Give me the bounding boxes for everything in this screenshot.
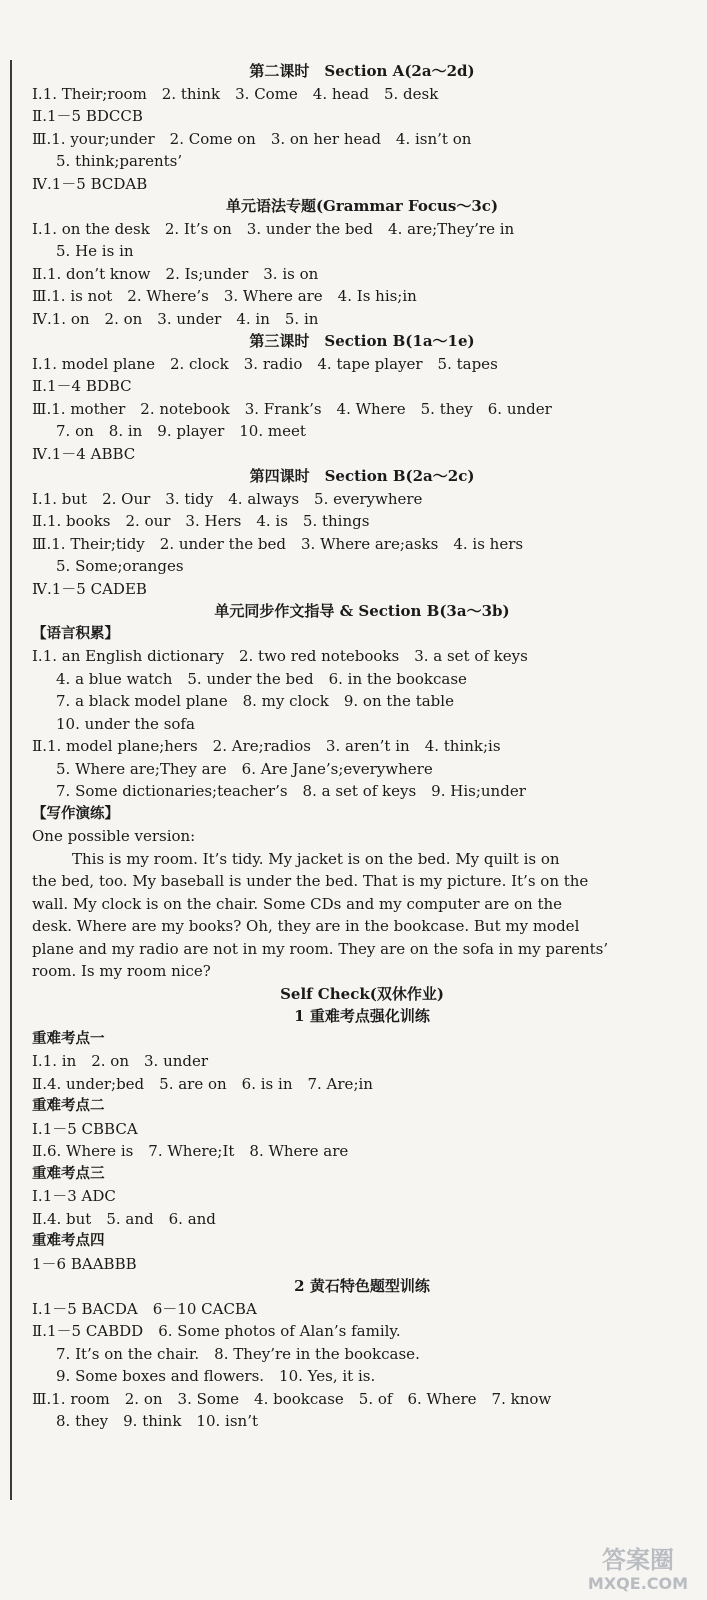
section-heading: Self Check(双休作业) [280, 984, 444, 1003]
answer-line: Ⅲ.1. your;under 2. Come on 3. on her head 4. isn’t on [32, 129, 472, 148]
answer-line: 7. on 8. in 9. player 10. meet [56, 422, 306, 440]
answer-line: 1－6 BAABBB [32, 1254, 137, 1273]
watermark-bottom-text: MXQE.COM [587, 1574, 689, 1593]
answer-line: 5. He is in [56, 242, 134, 260]
answer-line: 10. under the sofa [56, 714, 195, 733]
section-heading: 2 黄石特色题型训练 [294, 1277, 430, 1295]
answer-line: Ⅰ.1. in 2. on 3. under [32, 1052, 209, 1070]
margin-rule [10, 60, 12, 1500]
answer-line: Ⅱ.6. Where is 7. Where;It 8. Where are [32, 1142, 349, 1160]
section-heading: 1 重难考点强化训练 [294, 1007, 430, 1025]
answer-line: 9. Some boxes and flowers. 10. Yes, it is. [56, 1367, 376, 1385]
answer-line: Ⅳ.1－5 CADEB [32, 579, 147, 598]
answer-line: 7. It’s on the chair. 8. They’re in the bookcase. [56, 1344, 420, 1363]
answer-line: Ⅱ.1. books 2. our 3. Hers 4. is 5. things [32, 512, 370, 530]
subsection-label: 【写作演练】 [32, 805, 119, 822]
answer-line: 4. a blue watch 5. under the bed 6. in the bookcase [56, 669, 467, 688]
answer-line: wall. My clock is on the chair. Some CDs and my computer are on the [32, 894, 563, 913]
answer-line: One possible version: [32, 827, 196, 845]
answer-line: Ⅰ.1－5 BACDA 6－10 CACBA [32, 1299, 257, 1318]
answer-line: Ⅰ.1. an English dictionary 2. two red notebooks 3. a set of keys [32, 647, 528, 665]
answer-line: Ⅰ.1. model plane 2. clock 3. radio 4. tape player 5. tapes [32, 354, 498, 373]
section-heading: 第四课时 Section B(2a～2c) [249, 467, 475, 485]
subsection-label: 【语言积累】 [32, 625, 119, 642]
answer-line: Ⅱ.1－5 CABDD 6. Some photos of Alan’s family. [32, 1322, 401, 1340]
answer-line: Ⅱ.4. under;bed 5. are on 6. is in 7. Are;in [32, 1074, 373, 1093]
section-heading: 单元同步作文指导 & Section B(3a～3b) [214, 602, 510, 620]
answer-line: Ⅲ.1. is not 2. Where’s 3. Where are 4. Is his;in [32, 287, 417, 305]
section-heading: 第二课时 Section A(2a～2d) [249, 62, 475, 80]
answer-line: Ⅲ.1. mother 2. notebook 3. Frank’s 4. Where 5. they 6. under [32, 399, 552, 418]
subsection-label: 重难考点二 [32, 1098, 105, 1114]
subsection-label: 重难考点一 [32, 1030, 105, 1047]
answer-line: the bed, too. My baseball is under the bed. That is my picture. It’s on the [32, 872, 589, 890]
watermark-top-text: 答案圈 [602, 1546, 674, 1574]
answer-line: Ⅳ.1. on 2. on 3. under 4. in 5. in [32, 309, 319, 328]
answer-line: Ⅱ.1－4 BDBC [32, 377, 132, 395]
answer-line: plane and my radio are not in my room. They are on the sofa in my parents’ [32, 939, 609, 958]
answer-line: 5. think;parents’ [56, 152, 183, 170]
watermark-logo [577, 1542, 699, 1594]
answer-line: 8. they 9. think 10. isn’t [56, 1412, 259, 1430]
answer-line: Ⅰ.1. Their;room 2. think 3. Come 4. head 5. desk [32, 84, 439, 103]
answer-line: Ⅲ.1. Their;tidy 2. under the bed 3. Where are;asks 4. is hers [32, 534, 524, 553]
subsection-label: 重难考点四 [32, 1233, 105, 1249]
answer-line: 7. a black model plane 8. my clock 9. on the table [56, 692, 454, 710]
answer-line: Ⅱ.4. but 5. and 6. and [32, 1209, 216, 1228]
answer-line: Ⅲ.1. room 2. on 3. Some 4. bookcase 5. of 6. Where 7. know [32, 1389, 552, 1408]
answer-line: Ⅰ.1. but 2. Our 3. tidy 4. always 5. everywhere [32, 489, 423, 508]
answer-line: This is my room. It’s tidy. My jacket is on the bed. My quilt is on [72, 849, 560, 868]
answer-line: 7. Some dictionaries;teacher’s 8. a set of keys 9. His;under [56, 782, 526, 800]
answer-line: Ⅳ.1－5 BCDAB [32, 174, 148, 193]
answer-line: Ⅳ.1－4 ABBC [32, 444, 136, 463]
answer-line: Ⅱ.1－5 BDCCB [32, 107, 143, 125]
answer-line: Ⅱ.1. model plane;hers 2. Are;radios 3. aren’t in 4. think;is [32, 737, 501, 755]
answer-line: Ⅱ.1. don’t know 2. Is;under 3. is on [32, 264, 319, 283]
section-heading: 第三课时 Section B(1a～1e) [249, 332, 475, 350]
answer-line: room. Is my room nice? [32, 962, 211, 980]
answer-line: Ⅰ.1. on the desk 2. It’s on 3. under the bed 4. are;They’re in [32, 219, 515, 238]
answer-line: 5. Where are;They are 6. Are Jane’s;everywhere [56, 759, 433, 778]
subsection-label: 重难考点三 [32, 1165, 105, 1182]
section-heading: 单元语法专题(Grammar Focus～3c) [225, 197, 499, 215]
answer-line: 5. Some;oranges [56, 557, 184, 575]
answer-line: Ⅰ.1－5 CBBCA [32, 1119, 138, 1138]
answer-line: Ⅰ.1－3 ADC [32, 1187, 116, 1205]
answer-line: desk. Where are my books? Oh, they are in the bookcase. But my model [32, 917, 580, 935]
answer-content [32, 60, 692, 1433]
